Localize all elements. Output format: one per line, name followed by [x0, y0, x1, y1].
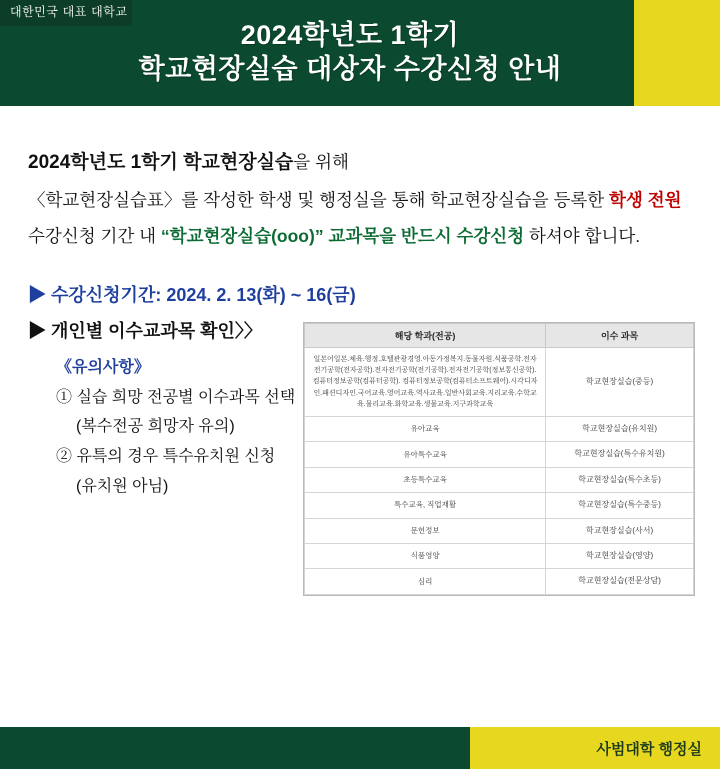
notice-item-1-sub: (복수전공 희망자 유의): [76, 418, 235, 436]
table-row: [305, 543, 694, 568]
notice-title: 《유의사항》: [56, 359, 150, 377]
notice-item-2: ② 유특의 경우 특수유치원 신청: [56, 448, 276, 466]
cell-course: 학교현장실습(중등): [546, 348, 694, 417]
cell-course: 학교현장실습(특수초등): [546, 467, 694, 492]
table-row: [305, 416, 694, 441]
table-row: [305, 569, 694, 594]
table-row: [305, 518, 694, 543]
page-title-line2: 학교현장실습 대상자 수강신청 안내: [138, 54, 562, 84]
header-accent-band: [634, 0, 720, 106]
lead-paragraph: [28, 144, 692, 253]
cell-major: 특수교육, 직업재활: [305, 493, 546, 518]
cell-major: 초등특수교육: [305, 467, 546, 492]
lead-line-3: [28, 219, 692, 253]
page-header: [0, 0, 720, 106]
table-row: [305, 442, 694, 467]
cell-course: 학교현장실습(특수중등): [546, 493, 694, 518]
cell-course: 학교현장실습(특수유치원): [546, 442, 694, 467]
lead-line-2-highlight: 학생 전원: [609, 190, 682, 211]
lead-line-2: [28, 183, 692, 217]
lead-line-2-text: 〈학교현장실습표〉를 작성한 학생 및 행정실을 통해 학교현장실습을 등록한: [28, 190, 610, 211]
lead-line-1-strong: 2024학년도 1학기 학교현장실습: [28, 152, 294, 173]
university-logo: 대한민국 대표 대학교: [10, 4, 128, 20]
individual-course-check: ▶ 개인별 이수교과목 확인〉〉: [28, 321, 262, 342]
footer-office-label: 사범대학 행정실: [596, 741, 702, 758]
page-title: [139, 19, 582, 87]
cell-course: 학교현장실습(유치원): [546, 416, 694, 441]
cell-course: 학교현장실습(사서): [546, 518, 694, 543]
lead-line-3-highlight: “학교현장실습(ooo)” 교과목을 반드시 수강신청: [160, 226, 525, 247]
course-table-wrapper: [303, 322, 695, 596]
cell-course: 학교현장실습(영양): [546, 543, 694, 568]
table-row: [305, 493, 694, 518]
lead-line-3-suffix: 하셔야 합니다.: [524, 226, 641, 247]
registration-period: ▶ 수강신청기간: 2024. 2. 13(화) ~ 16(금): [28, 285, 356, 306]
notice-item-2-sub: (유치원 아님): [76, 477, 169, 495]
lead-line-3-prefix: 수강신청 기간 내: [28, 226, 161, 247]
cell-major: 식품영양: [305, 543, 546, 568]
column-header-course: 이수 과목: [546, 324, 694, 348]
page-title-line1: 2024학년도 1학기: [240, 20, 460, 51]
cell-course: 학교현장실습(전문상담): [546, 569, 694, 594]
table-header-row: [305, 324, 694, 348]
course-table-body: [305, 348, 694, 595]
cell-major: 문헌정보: [305, 518, 546, 543]
table-row: [305, 348, 694, 417]
course-table: [304, 323, 694, 595]
footer-left-band: [0, 727, 470, 769]
lead-line-1: [28, 144, 692, 181]
lead-line-1-rest: 을 위해: [293, 152, 349, 172]
cell-major: 유아교육: [305, 416, 546, 441]
course-table-head: [305, 324, 694, 348]
cell-major: 심리: [305, 569, 546, 594]
table-row: [305, 467, 694, 492]
cell-major: 일본어일본.체육.행정.호텔관광경영.아동가정복지.동물자원.식품공학.전자전기공학(전자공학).전자전기공학(전기공학).전자전기공학(정보통신공학).컴퓨터정보공학(컴퓨터공학). 컴퓨터정보공학(컴퓨터소프트웨어).시각디자인.패션디자인.국어교육.영어교육.역사교육.일반사회교육.지리교육.수학교육.물리교육.화학교육.생물교육.지구과학교육: [305, 348, 546, 417]
page-footer: [0, 727, 720, 769]
cell-major: 유아특수교육: [305, 442, 546, 467]
column-header-major: 해당 학과(전공): [305, 324, 546, 348]
notice-item-1: ① 실습 희망 전공별 이수과목 선택: [56, 388, 296, 406]
